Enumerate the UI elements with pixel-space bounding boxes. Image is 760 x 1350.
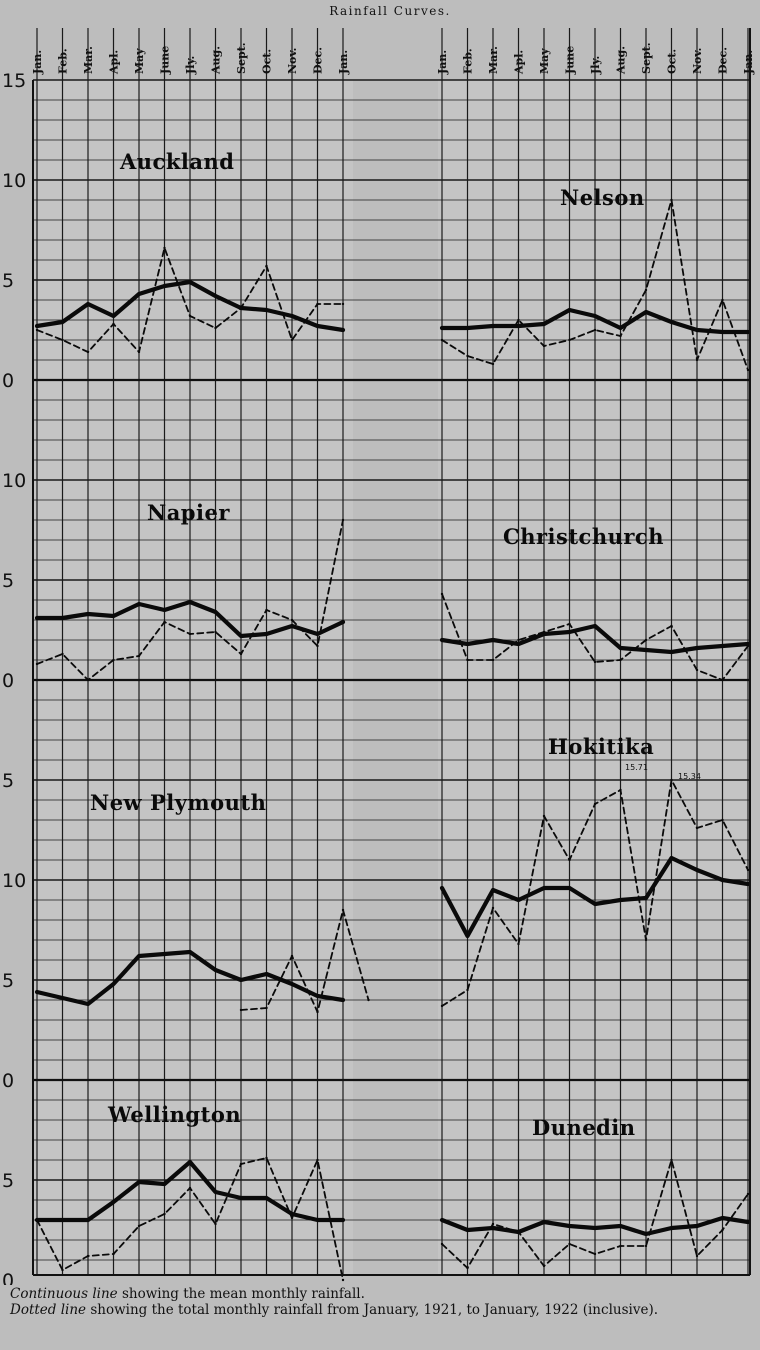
solid-series-point — [137, 602, 141, 606]
dotted-series-point — [291, 955, 293, 957]
solid-series-point — [86, 1218, 90, 1222]
dotted-series-point — [721, 1229, 723, 1231]
dotted-series-point — [594, 803, 596, 805]
solid-series-point — [137, 292, 141, 296]
dotted-series-point — [466, 355, 468, 357]
solid-series-point — [188, 600, 192, 604]
solid-series-point — [440, 638, 444, 642]
dotted-series-point — [265, 609, 267, 611]
solid-series-point — [491, 324, 495, 328]
solid-series-point — [239, 1196, 243, 1200]
solid-series-point — [619, 326, 623, 330]
solid-series-point — [188, 280, 192, 284]
dotted-series-point — [517, 1231, 519, 1233]
dotted-series-point — [466, 1267, 468, 1269]
dotted-series-point — [163, 1213, 165, 1215]
y-tick-label: 10 — [2, 870, 27, 892]
solid-series-point — [721, 644, 725, 648]
dotted-series-point — [645, 1245, 647, 1247]
y-tick-label: 0 — [2, 670, 15, 692]
caption-dotted-description: showing the total monthly rainfall from January, 1921, to January, 1922 (inclusive). — [86, 1302, 658, 1318]
dotted-series-point — [670, 625, 672, 627]
solid-series-point — [695, 328, 699, 332]
solid-series-point — [670, 1226, 674, 1230]
dotted-series-point — [517, 639, 519, 641]
month-tick-label-right: Feb. — [461, 48, 475, 74]
dotted-series-point — [747, 869, 749, 871]
solid-series-point — [644, 310, 648, 314]
solid-series-point — [568, 886, 572, 890]
solid-series-point — [86, 1002, 90, 1006]
solid-series-point — [491, 638, 495, 642]
month-tick-label-right: Apl. — [512, 49, 526, 74]
solid-series-point — [239, 978, 243, 982]
y-tick-label: 10 — [2, 470, 27, 492]
dotted-series-point — [517, 319, 519, 321]
dotted-series-point — [138, 655, 140, 657]
plot-background — [33, 80, 750, 1275]
month-tick-label-right: Jan. — [436, 49, 449, 74]
y-tick-label: 0 — [2, 1070, 15, 1092]
peak-annotation: 15.34 — [678, 772, 701, 781]
month-tick-label-right: Jan. — [742, 49, 755, 74]
dotted-series-point — [441, 339, 443, 341]
solid-series-point — [112, 314, 116, 318]
station-label: Wellington — [108, 1102, 242, 1127]
dotted-series-point — [696, 1255, 698, 1257]
solid-series-point — [593, 624, 597, 628]
month-tick-label-left: Mar. — [82, 46, 95, 74]
solid-series-point — [214, 610, 218, 614]
dotted-series-point — [291, 339, 293, 341]
dotted-series-point — [87, 679, 89, 681]
solid-series-point — [341, 328, 345, 332]
solid-series-point — [188, 950, 192, 954]
solid-series-point — [265, 632, 269, 636]
dotted-series-point — [517, 943, 519, 945]
solid-series-point — [86, 612, 90, 616]
month-tick-label-right: Mar. — [487, 46, 500, 74]
solid-series-point — [290, 624, 294, 628]
solid-series-point — [316, 324, 320, 328]
dotted-series-point — [721, 679, 723, 681]
solid-series-point — [568, 630, 572, 634]
dotted-series-point — [568, 339, 570, 341]
dotted-series-point — [466, 659, 468, 661]
station-label: Dunedin — [532, 1115, 636, 1140]
dotted-series-point — [112, 659, 114, 661]
solid-series-point — [290, 314, 294, 318]
dotted-series-point — [265, 265, 267, 267]
solid-series-point — [35, 990, 39, 994]
dotted-series-point — [543, 1265, 545, 1267]
month-tick-label-right: June — [563, 45, 577, 74]
y-tick-label: 5 — [2, 270, 15, 292]
dotted-series-point — [36, 329, 38, 331]
solid-series-point — [593, 314, 597, 318]
solid-series-point — [491, 888, 495, 892]
station-label: Christchurch — [503, 524, 664, 549]
dotted-series-point — [492, 907, 494, 909]
dotted-series-point — [112, 323, 114, 325]
dotted-series-point — [619, 659, 621, 661]
dotted-series-point — [568, 1243, 570, 1245]
solid-series-point — [721, 330, 725, 334]
solid-series-point — [593, 902, 597, 906]
dotted-series-point — [342, 519, 344, 521]
solid-series-point — [214, 1190, 218, 1194]
dotted-series-point — [291, 619, 293, 621]
solid-series-point — [670, 856, 674, 860]
month-tick-label-right: Sept. — [640, 42, 653, 74]
month-tick-label-left: Oct. — [260, 48, 274, 74]
solid-series-point — [568, 1224, 572, 1228]
chart-title: Rainfall Curves. — [329, 4, 451, 18]
dotted-series-point — [441, 1005, 443, 1007]
y-tick-label: 0 — [2, 370, 15, 392]
dotted-series-point — [645, 639, 647, 641]
solid-series-point — [341, 620, 345, 624]
dotted-series-point — [696, 827, 698, 829]
dotted-series-point — [342, 303, 344, 305]
solid-series-point — [137, 954, 141, 958]
dotted-series-point — [696, 669, 698, 671]
dotted-series-point — [747, 1193, 749, 1195]
dotted-series-point — [645, 289, 647, 291]
dotted-series-point — [163, 621, 165, 623]
dotted-series-point — [112, 1253, 114, 1255]
month-tick-label-left: Aug. — [209, 45, 223, 74]
month-tick-label-left: Jan. — [31, 49, 44, 74]
month-tick-label-left: Jly. — [184, 55, 197, 74]
solid-series-point — [644, 896, 648, 900]
dotted-series-point — [747, 369, 749, 371]
dotted-series-point — [189, 633, 191, 635]
month-tick-label-left: Sept. — [235, 42, 248, 74]
solid-series-point — [112, 1200, 116, 1204]
caption-line-2 — [10, 1302, 755, 1318]
month-tick-label-left: May — [133, 48, 146, 74]
dotted-series-point — [492, 363, 494, 365]
month-tick-label-left: Dec. — [311, 46, 325, 74]
solid-series-point — [61, 616, 65, 620]
dotted-series-point — [670, 779, 672, 781]
solid-series-point — [61, 320, 65, 324]
station-label: Nelson — [560, 185, 645, 210]
caption-solid-description: showing the mean monthly rainfall. — [117, 1286, 365, 1302]
dotted-series-point — [342, 1279, 344, 1281]
caption-solid-term: Continuous line — [10, 1286, 118, 1302]
month-tick-label-left: June — [158, 45, 172, 74]
dotted-series-point — [240, 1009, 242, 1011]
dotted-series-point — [214, 631, 216, 633]
station-label: Auckland — [120, 149, 235, 174]
month-tick-label-right: Aug. — [614, 45, 628, 74]
dotted-series-point — [87, 351, 89, 353]
solid-series-point — [542, 322, 546, 326]
dotted-series-point — [441, 593, 443, 595]
dotted-series-point — [138, 351, 140, 353]
solid-series-point — [316, 994, 320, 998]
dotted-series-point — [367, 999, 369, 1001]
month-labels — [31, 42, 755, 75]
solid-series-point — [61, 996, 65, 1000]
dotted-series-point — [189, 1187, 191, 1189]
solid-series-point — [542, 1220, 546, 1224]
dotted-series-point — [594, 329, 596, 331]
dotted-series-point — [265, 1157, 267, 1159]
solid-series-point — [316, 632, 320, 636]
solid-series-point — [670, 320, 674, 324]
solid-series-point — [440, 326, 444, 330]
solid-series-point — [86, 302, 90, 306]
solid-series-point — [163, 952, 167, 956]
dotted-series-point — [316, 303, 318, 305]
dotted-series-point — [568, 623, 570, 625]
dotted-series-point — [240, 307, 242, 309]
caption-line-1 — [10, 1286, 755, 1302]
dotted-series-point — [61, 339, 63, 341]
dotted-series-point — [747, 645, 749, 647]
solid-series-point — [619, 646, 623, 650]
solid-series-point — [593, 1226, 597, 1230]
dotted-series-point — [240, 1163, 242, 1165]
solid-series-point — [619, 1224, 623, 1228]
solid-series-point — [112, 982, 116, 986]
month-tick-label-left: Nov. — [286, 47, 299, 74]
y-tick-label: 5 — [2, 970, 15, 992]
y-tick-label: 10 — [2, 170, 27, 192]
solid-series-point — [341, 1218, 345, 1222]
solid-series-point — [265, 1196, 269, 1200]
solid-series-point — [695, 646, 699, 650]
dotted-series-point — [721, 299, 723, 301]
dotted-series-point — [645, 939, 647, 941]
month-tick-label-right: May — [538, 48, 551, 74]
station-label: Hokitika — [548, 734, 655, 759]
dotted-series-point — [61, 653, 63, 655]
solid-series-point — [721, 878, 725, 882]
solid-series-point — [440, 1218, 444, 1222]
month-tick-label-right: Nov. — [691, 47, 704, 74]
dotted-series-point — [543, 815, 545, 817]
dotted-series-point — [619, 1245, 621, 1247]
dotted-series-point — [619, 789, 621, 791]
solid-series-point — [239, 634, 243, 638]
solid-series-point — [466, 1228, 470, 1232]
month-tick-label-right: Oct. — [665, 48, 679, 74]
dotted-series-point — [696, 359, 698, 361]
solid-series-point — [517, 642, 521, 646]
solid-series-point — [35, 324, 39, 328]
solid-series-point — [440, 886, 444, 890]
dotted-series-point — [568, 859, 570, 861]
month-tick-label-left: Jan. — [337, 49, 350, 74]
dotted-series-point — [316, 1011, 318, 1013]
y-tick-label: 15 — [2, 70, 27, 92]
solid-series-point — [466, 326, 470, 330]
solid-series-point — [163, 608, 167, 612]
dotted-series-point — [163, 247, 165, 249]
dotted-series-point — [721, 819, 723, 821]
dotted-series-point — [594, 1253, 596, 1255]
solid-series-point — [290, 982, 294, 986]
y-tick-label: 5 — [2, 1170, 15, 1192]
dotted-series-point — [291, 1217, 293, 1219]
dotted-series-point — [138, 1225, 140, 1227]
solid-series-point — [670, 650, 674, 654]
solid-series-point — [517, 898, 521, 902]
solid-series-point — [188, 1160, 192, 1164]
solid-series-point — [695, 868, 699, 872]
dotted-series-point — [466, 989, 468, 991]
chart-caption — [10, 1286, 755, 1318]
month-tick-label-right: Dec. — [716, 46, 730, 74]
dotted-series-point — [594, 661, 596, 663]
solid-series-point — [214, 968, 218, 972]
solid-series-point — [341, 998, 345, 1002]
y-tick-label: 5 — [2, 570, 15, 592]
y-tick-label: 5 — [2, 770, 15, 792]
station-label: Napier — [147, 500, 230, 525]
dotted-series-point — [214, 327, 216, 329]
station-label: New Plymouth — [90, 790, 267, 815]
solid-series-point — [265, 308, 269, 312]
solid-series-point — [619, 898, 623, 902]
solid-series-point — [316, 1218, 320, 1222]
solid-series-point — [542, 886, 546, 890]
solid-series-point — [695, 1224, 699, 1228]
dotted-series-point — [316, 1159, 318, 1161]
dotted-series-point — [342, 909, 344, 911]
dotted-series-point — [543, 345, 545, 347]
solid-series-point — [644, 648, 648, 652]
peak-annotation: 15.71 — [625, 763, 648, 772]
dotted-series-point — [543, 631, 545, 633]
solid-series-point — [466, 934, 470, 938]
dotted-series-point — [441, 1243, 443, 1245]
right-plot-area — [438, 80, 750, 1275]
solid-series-point — [265, 972, 269, 976]
dotted-series-point — [492, 1223, 494, 1225]
month-tick-label-left: Feb. — [56, 48, 70, 74]
solid-series-point — [35, 616, 39, 620]
dotted-series-point — [61, 1269, 63, 1271]
solid-series-point — [466, 642, 470, 646]
solid-series-point — [644, 1232, 648, 1236]
solid-series-point — [214, 294, 218, 298]
solid-series-point — [163, 1182, 167, 1186]
solid-series-point — [568, 308, 572, 312]
y-tick-label: 0 — [2, 1270, 15, 1285]
caption-dotted-term: Dotted line — [10, 1302, 87, 1318]
solid-series-point — [112, 614, 116, 618]
month-tick-label-right: Jly. — [589, 55, 602, 74]
solid-series-point — [137, 1180, 141, 1184]
dotted-series-point — [619, 335, 621, 337]
dotted-series-point — [492, 659, 494, 661]
dotted-series-point — [316, 645, 318, 647]
solid-series-point — [517, 324, 521, 328]
left-plot-area — [33, 80, 353, 1275]
month-tick-label-left: Apl. — [107, 49, 121, 74]
dotted-series-point — [87, 1255, 89, 1257]
dotted-series-point — [36, 663, 38, 665]
solid-series-point — [163, 284, 167, 288]
dotted-series-point — [670, 199, 672, 201]
dotted-series-point — [36, 1219, 38, 1221]
y-axis-labels — [2, 70, 26, 1285]
solid-series-point — [61, 1218, 65, 1222]
dotted-series-point — [240, 653, 242, 655]
dotted-series-point — [189, 315, 191, 317]
dotted-series-point — [265, 1007, 267, 1009]
solid-series-point — [721, 1216, 725, 1220]
dotted-series-point — [670, 1159, 672, 1161]
dotted-series-point — [214, 1223, 216, 1225]
